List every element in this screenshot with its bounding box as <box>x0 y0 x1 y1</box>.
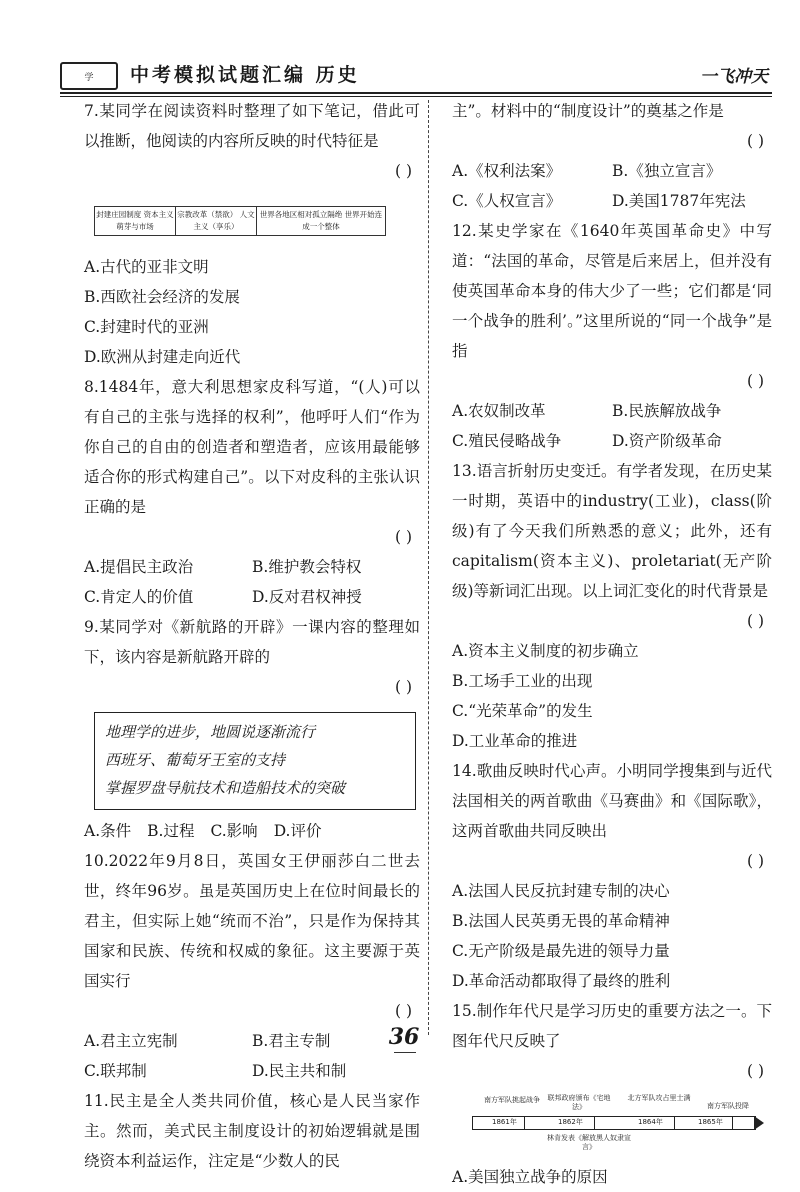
timeline-event-label: 林肯发表《解放黑人奴隶宣言》 <box>547 1134 631 1151</box>
timeline-diagram <box>452 1090 772 1162</box>
option-a[interactable]: A.提倡民主政治 <box>84 558 194 576</box>
option-a[interactable]: A.君主立宪制 <box>84 1032 178 1050</box>
question-13-stem: 13.语言折射历史变迁。有学者发现，在历史某一时期，英语中的industry(工业)，class(阶级)有了今天我们所熟悉的意义；此外，还有capitalism(资本主义)、proletariat(无产阶级)等新词汇出现。以上词汇变化的时代背景是 <box>452 462 772 600</box>
timeline-tick <box>674 1116 675 1130</box>
timeline-arrow-icon <box>754 1116 764 1130</box>
answer-blank[interactable]: ( ) <box>394 162 412 180</box>
timeline-year: 1865年 <box>698 1118 723 1126</box>
timeline-event-label: 南方军队投降 <box>707 1102 749 1110</box>
question-7-stem: 7.某同学在阅读资料时整理了如下笔记，借此可以推断，他阅读的内容所反映的时代特征是 <box>84 102 420 150</box>
notes-box <box>94 712 416 810</box>
options-row <box>84 1026 420 1056</box>
left-column <box>84 96 420 1176</box>
option-c[interactable]: C.肯定人的价值 <box>84 588 194 606</box>
question-7 <box>84 96 420 372</box>
book-title: 中考模拟试题汇编 历史 <box>130 64 360 86</box>
answer-blank[interactable]: ( ) <box>746 372 764 390</box>
option-a[interactable]: A.美国独立战争的原因 <box>452 1168 608 1186</box>
timeline-tick <box>524 1116 525 1130</box>
option-b[interactable]: B.民族解放战争 <box>612 402 722 420</box>
answer-blank[interactable]: ( ) <box>394 678 412 696</box>
options-row <box>84 1056 420 1086</box>
option-a[interactable]: A.《权利法案》 <box>452 162 562 180</box>
page-number: 36 <box>388 1024 420 1050</box>
notes-line: 地理学的进步，地圆说逐渐流行 <box>105 725 316 741</box>
question-8-stem: 8.1484年，意大利思想家皮科写道，“(人)可以有自己的主张与选择的权利”，他呼吁人们“作为你自己的自由的创造者和塑造者，应该用最能够适合你的形式构建自己”。以下对皮科的主张认识正确的是 <box>84 378 420 516</box>
answer-blank[interactable]: ( ) <box>746 612 764 630</box>
question-12-stem: 12.某史学家在《1640年英国革命史》中写道：“法国的革命，尽管是后来居上，但并没有使英国革命本身的伟大少了一些；它们都是‘同一个战争的胜利’。”这里所说的“同一个战争”是指 <box>452 222 772 360</box>
timeline-tick <box>732 1116 733 1130</box>
timeline-event-label: 南方军队挑起战争 <box>484 1096 540 1104</box>
options-row <box>452 426 772 456</box>
right-column <box>452 96 772 1192</box>
option-c[interactable]: C.《人权宣言》 <box>452 192 562 210</box>
options-row <box>84 552 420 582</box>
timeline-tick <box>594 1116 595 1130</box>
question-15 <box>452 996 772 1192</box>
option-b[interactable]: B.维护教会特权 <box>252 558 362 576</box>
answer-blank[interactable]: ( ) <box>746 132 764 150</box>
timeline-event-label: 北方军队攻占里士满 <box>627 1094 691 1102</box>
notes-table <box>94 206 386 236</box>
option-d[interactable]: D.反对君权神授 <box>252 588 362 606</box>
option-b[interactable]: B.工场手工业的出现 <box>452 672 593 690</box>
question-14 <box>452 756 772 996</box>
option-d[interactable]: D.欧洲从封建走向近代 <box>84 348 241 366</box>
timeline-year: 1862年 <box>558 1118 583 1126</box>
option-a[interactable]: A.古代的亚非文明 <box>84 258 209 276</box>
question-15-stem: 15.制作年代尺是学习历史的重要方法之一。下图年代尺反映了 <box>452 1002 772 1050</box>
timeline-year: 1864年 <box>638 1118 663 1126</box>
question-12 <box>452 216 772 456</box>
option-a[interactable]: A.资本主义制度的初步确立 <box>452 642 639 660</box>
series-brand: 一飞冲天 <box>700 67 768 87</box>
option-a[interactable]: A.农奴制改革 <box>452 402 546 420</box>
option-c[interactable]: C.殖民侵略战争 <box>452 432 562 450</box>
option-d[interactable]: D.评价 <box>273 822 322 840</box>
question-13 <box>452 456 772 756</box>
answer-blank[interactable]: ( ) <box>394 1002 412 1020</box>
notes-line: 西班牙、葡萄牙王室的支持 <box>105 753 286 769</box>
option-d[interactable]: D.美国1787年宪法 <box>612 192 746 210</box>
question-10 <box>84 846 420 1086</box>
notes-cell: 封建庄园制度 资本主义萌芽与市场 <box>95 207 176 235</box>
options-row <box>452 396 772 426</box>
option-b[interactable]: B.过程 <box>147 822 195 840</box>
option-d[interactable]: D.工业革命的推进 <box>452 732 578 750</box>
column-divider <box>428 100 430 1035</box>
page-number-underline <box>394 1052 416 1053</box>
timeline-year: 1861年 <box>492 1118 517 1126</box>
notes-line: 掌握罗盘导航技术和造船技术的突破 <box>105 781 346 797</box>
answer-blank[interactable]: ( ) <box>394 528 412 546</box>
option-b[interactable]: B.君主专制 <box>252 1032 331 1050</box>
question-10-stem: 10.2022年9月8日，英国女王伊丽莎白二世去世，终年96岁。虽是英国历史上在位时间最长的君主，但实际上她“统而不治”，只是作为保持其国家和民族、传统和权威的象征。这主要源于英国实行 <box>84 852 420 990</box>
notes-cell: 宗教改革（禁欲） 人文主义（享乐） <box>176 207 257 235</box>
option-b[interactable]: B.西欧社会经济的发展 <box>84 288 240 306</box>
option-a[interactable]: A.条件 <box>84 822 132 840</box>
option-d[interactable]: D.民主共和制 <box>252 1062 347 1080</box>
question-14-stem: 14.歌曲反映时代心声。小明同学搜集到与近代法国相关的两首歌曲《马赛曲》和《国际歌》，这两首歌曲共同反映出 <box>452 762 772 840</box>
option-b[interactable]: B.法国人民英勇无畏的革命精神 <box>452 912 670 930</box>
option-c[interactable]: C.无产阶级是最先进的领导力量 <box>452 942 670 960</box>
question-11-stem: 11.民主是全人类共同价值，核心是人民当家作主。然而，美式民主制度设计的初始逻辑就是围绕资本利益运作，注定是“少数人的民 <box>84 1092 420 1170</box>
option-a[interactable]: A.法国人民反抗封建专制的决心 <box>452 882 670 900</box>
option-d[interactable]: D.资产阶级革命 <box>612 432 722 450</box>
answer-blank[interactable]: ( ) <box>746 1062 764 1080</box>
question-11-stem-cont: 主”。材料中的“制度设计”的奠基之作是 <box>452 102 724 120</box>
options-row <box>84 582 420 612</box>
option-d[interactable]: D.革命活动都取得了最终的胜利 <box>452 972 671 990</box>
question-8 <box>84 372 420 612</box>
header-rule <box>60 92 772 94</box>
answer-blank[interactable]: ( ) <box>746 852 764 870</box>
page-header <box>60 54 772 90</box>
question-11-part2 <box>452 96 772 216</box>
option-b[interactable]: B.《独立宣言》 <box>612 162 722 180</box>
options-row <box>84 816 420 846</box>
timeline-event-label: 联邦政府颁布《宅地法》 <box>547 1094 611 1111</box>
option-c[interactable]: C.影响 <box>210 822 258 840</box>
options-row <box>452 156 772 186</box>
question-9 <box>84 612 420 846</box>
options-row <box>452 186 772 216</box>
question-11-part1 <box>84 1086 420 1176</box>
option-c[interactable]: C.封建时代的亚洲 <box>84 318 209 336</box>
option-c[interactable]: C.联邦制 <box>84 1062 147 1080</box>
book-logo: 学 <box>60 62 118 90</box>
question-9-stem: 9.某同学对《新航路的开辟》一课内容的整理如下，该内容是新航路开辟的 <box>84 618 420 666</box>
option-c[interactable]: C.“光荣革命”的发生 <box>452 702 593 720</box>
notes-cell: 世界各地区相对孤立隔绝 世界开始连成一个整体 <box>259 210 383 231</box>
